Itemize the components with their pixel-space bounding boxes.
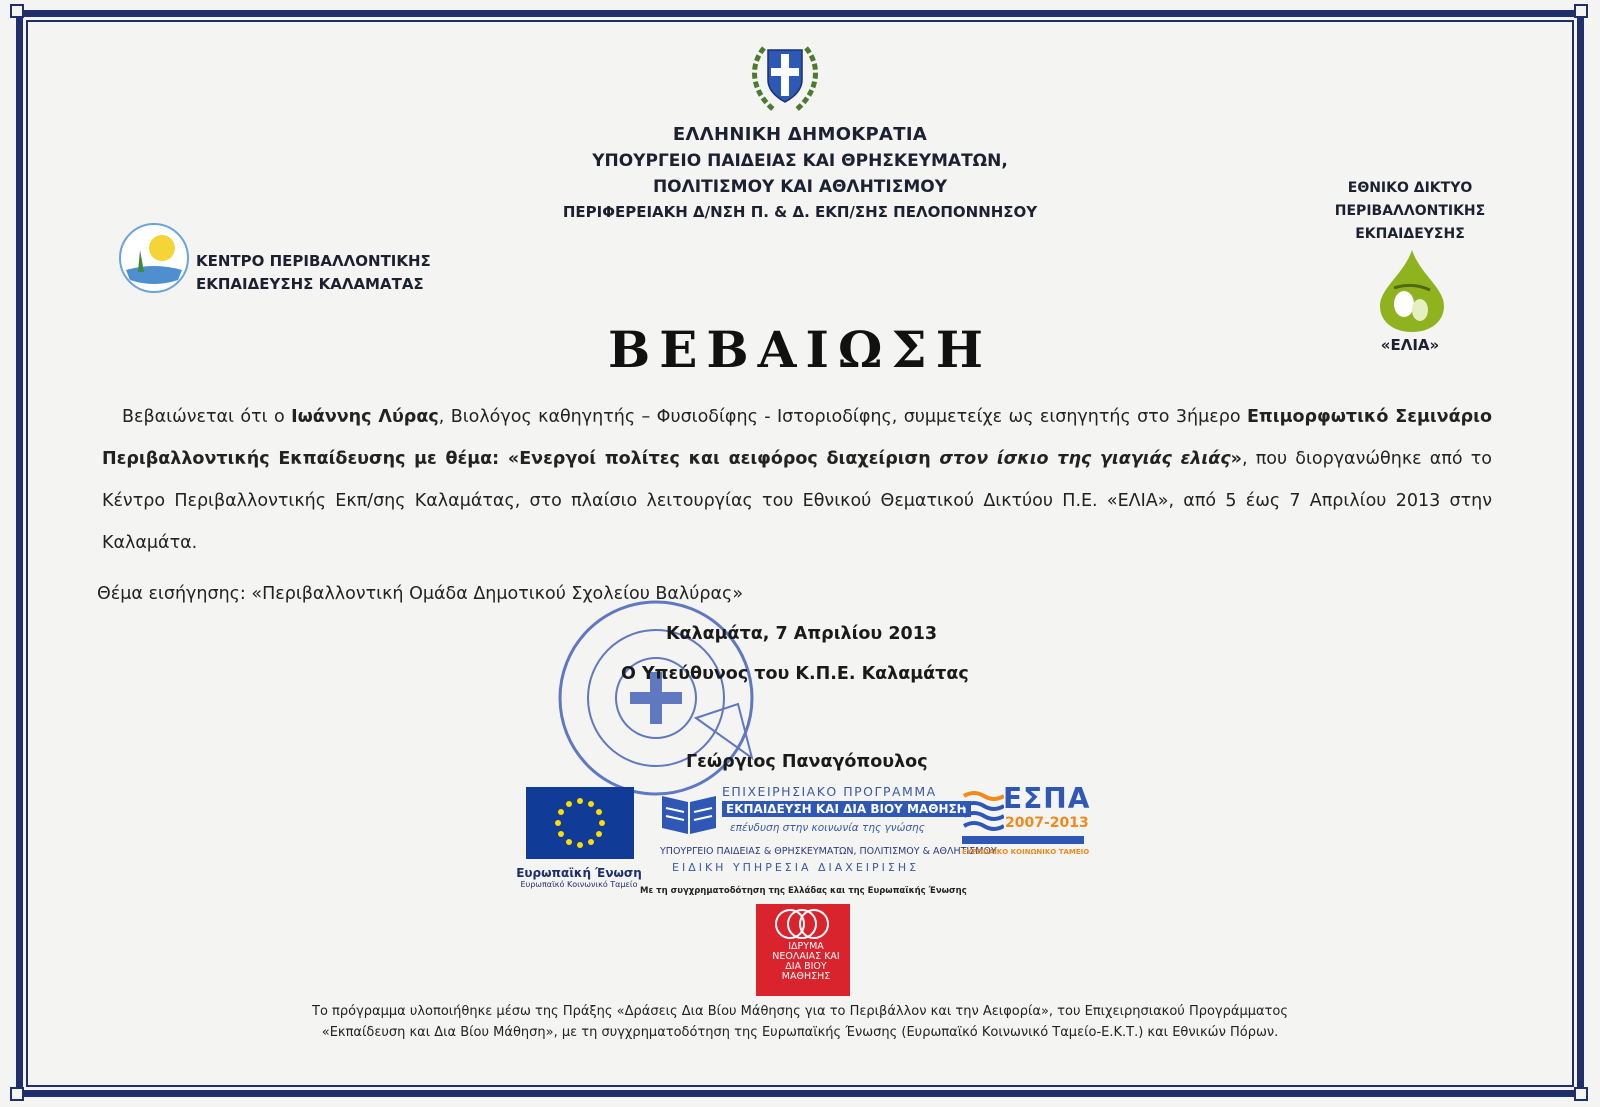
eu-label: Ευρωπαϊκή Ένωση <box>516 866 642 880</box>
corner-ornament <box>1574 4 1588 18</box>
body-person-name: Ιωάννης Λύρας <box>291 407 439 427</box>
footer-note: Το πρόγραμμα υλοποιήθηκε μέσω της Πράξης «Δράσεις Δια Βίου Μάθησης για το Περιβάλλον και την Αειφορία», του Επιχειρησιακού Προγράμματος <box>312 1004 1288 1019</box>
ep-programme-name: ΕΚΠΑΙΔΕΥΣΗ ΚΑΙ ΔΙΑ ΒΙΟΥ ΜΑΘΗΣΗ <box>722 801 971 817</box>
espa-bar <box>962 836 1084 844</box>
corner-ornament <box>10 4 24 18</box>
header-republic: ΕΛΛΗΝΙΚΗ ΔΗΜΟΚΡΑΤΙΑ <box>672 124 928 145</box>
certificate-title: ΒΕΒΑΙΩΣΗ <box>608 320 992 379</box>
kpe-name <box>196 250 431 296</box>
eu-stars-icon <box>526 787 634 859</box>
presentation-topic: Θέμα εισήγησης: «Περιβαλλοντική Ομάδα Δημοτικού Σχολείου Βαλύρας» <box>97 584 744 604</box>
footer-note: «Εκπαίδευση και Δια Βίου Μάθηση», με τη συγχρηματοδότηση της Ευρωπαϊκής Ένωσης (Ευρωπαϊκό Κοινωνικό Ταμείο-Ε.Κ.Τ.) και Εθνικών Πόρων. <box>321 1025 1279 1040</box>
signature-date: Καλαμάτα, 7 Απριλίου 2013 <box>666 624 938 644</box>
header-ministry: ΥΠΟΥΡΓΕΙΟ ΠΑΙΔΕΙΑΣ ΚΑΙ ΘΡΗΣΚΕΥΜΑΤΩΝ, <box>592 151 1008 171</box>
open-book-icon <box>660 786 718 838</box>
espa-years: 2007-2013 <box>1005 815 1089 831</box>
network-name <box>1300 177 1520 246</box>
eu-sublabel: Ευρωπαϊκό Κοινωνικό Ταμείο <box>520 880 638 889</box>
ep-managing-authority: ΕΙΔΙΚΗ ΥΠΗΡΕΣΙΑ ΔΙΑΧΕΙΡΙΣΗΣ <box>672 861 920 874</box>
body-seminar-italic: στον ίσκιο της γιαγιάς ελιάς <box>939 449 1231 469</box>
network-name-line: ΠΕΡΙΒΑΛΛΟΝΤΙΚΗΣ <box>1334 203 1486 219</box>
body-seminar-end: » <box>1230 449 1242 469</box>
ep-ministry: ΥΠΟΥΡΓΕΙΟ ΠΑΙΔΕΙΑΣ & ΘΡΗΣΚΕΥΜΑΤΩΝ, ΠΟΛΙΤΙΣΜΟΥ & ΑΘΛΗΤΙΣΜΟΥ <box>660 846 997 857</box>
signature-role: Ο Υπεύθυνος του Κ.Π.Ε. Καλαμάτας <box>621 664 969 684</box>
cofinancing-note: Με τη συγχρηματοδότηση της Ελλάδας και της Ευρωπαϊκής Ένωσης <box>640 886 967 896</box>
heads-icon <box>756 904 850 944</box>
corner-ornament <box>1574 1087 1588 1101</box>
kpe-logo-icon <box>118 222 190 294</box>
body-intro: Βεβαιώνεται ότι ο <box>122 407 292 427</box>
ep-slogan: επένδυση στην κοινωνία της γνώσης <box>730 822 925 834</box>
ep-programme: ΕΠΙΧΕΙΡΗΣΙΑΚΟ ΠΡΟΓΡΑΜΜΑ <box>722 784 937 799</box>
coat-of-arms-icon <box>744 40 826 118</box>
certificate-body <box>102 396 1492 564</box>
network-name-line: ΕΘΝΙΚΟ ΔΙΚΤΥΟ <box>1347 180 1473 196</box>
espa-waves-icon <box>962 786 1004 834</box>
header-ministry-cont: ΠΟΛΙΤΙΣΜΟΥ ΚΑΙ ΑΘΛΗΤΙΣΜΟΥ <box>652 177 948 197</box>
idryma-name: ΙΔΡΥΜΑ ΝΕΟΛΑΙΑΣ ΚΑΙ ΔΙΑ ΒΙΟΥ ΜΑΘΗΣΗΣ <box>772 941 840 982</box>
network-elia: «ΕΛΙΑ» <box>1380 336 1440 354</box>
kpe-name-line: ΚΕΝΤΡΟ ΠΕΡΙΒΑΛΛΟΝΤΙΚΗΣ <box>196 252 431 270</box>
signature-name: Γεώργιος Παναγόπουλος <box>686 752 928 772</box>
body-seminar-title: Επιμορφωτικό Σεμινάριο Περιβαλλοντικής Εκπαίδευσης με θέμα: «Ενεργοί πολίτες και αειφόρος διαχείριση <box>102 407 1492 469</box>
body-details: , που διοργανώθηκε από το Κέντρο Περιβαλλοντικής Εκπ/σης Καλαμάτας, στο πλαίσιο λειτουργίας του Εθνικού Θεματικού Δικτύου Π.Ε. «ΕΛΙΑ», από 5 έως 7 Απριλίου 2013 στην Καλαμάτα. <box>102 449 1492 553</box>
eu-flag-icon <box>526 787 634 859</box>
espa-fund: ΕΥΡΩΠΑΪΚΟ ΚΟΙΝΩΝΙΚΟ ΤΑΜΕΙΟ <box>962 848 1090 856</box>
body-role: , Βιολόγος καθηγητής – Φυσιοδίφης - Ιστοριοδίφης, συμμετείχε ως εισηγητής στο 3ήμερο <box>438 407 1247 427</box>
corner-ornament <box>10 1087 24 1101</box>
kpe-name-line: ΕΚΠΑΙΔΕΥΣΗΣ ΚΑΛΑΜΑΤΑΣ <box>196 275 424 293</box>
network-name-line: ΕΚΠΑΙΔΕΥΣΗΣ <box>1355 226 1465 242</box>
header-directorate: ΠΕΡΙΦΕΡΕΙΑΚΗ Δ/ΝΣΗ Π. & Δ. ΕΚΠ/ΣΗΣ ΠΕΛΟΠΟΝΝΗΣΟΥ <box>562 203 1038 221</box>
espa-title: ΕΣΠΑ <box>1003 782 1091 815</box>
